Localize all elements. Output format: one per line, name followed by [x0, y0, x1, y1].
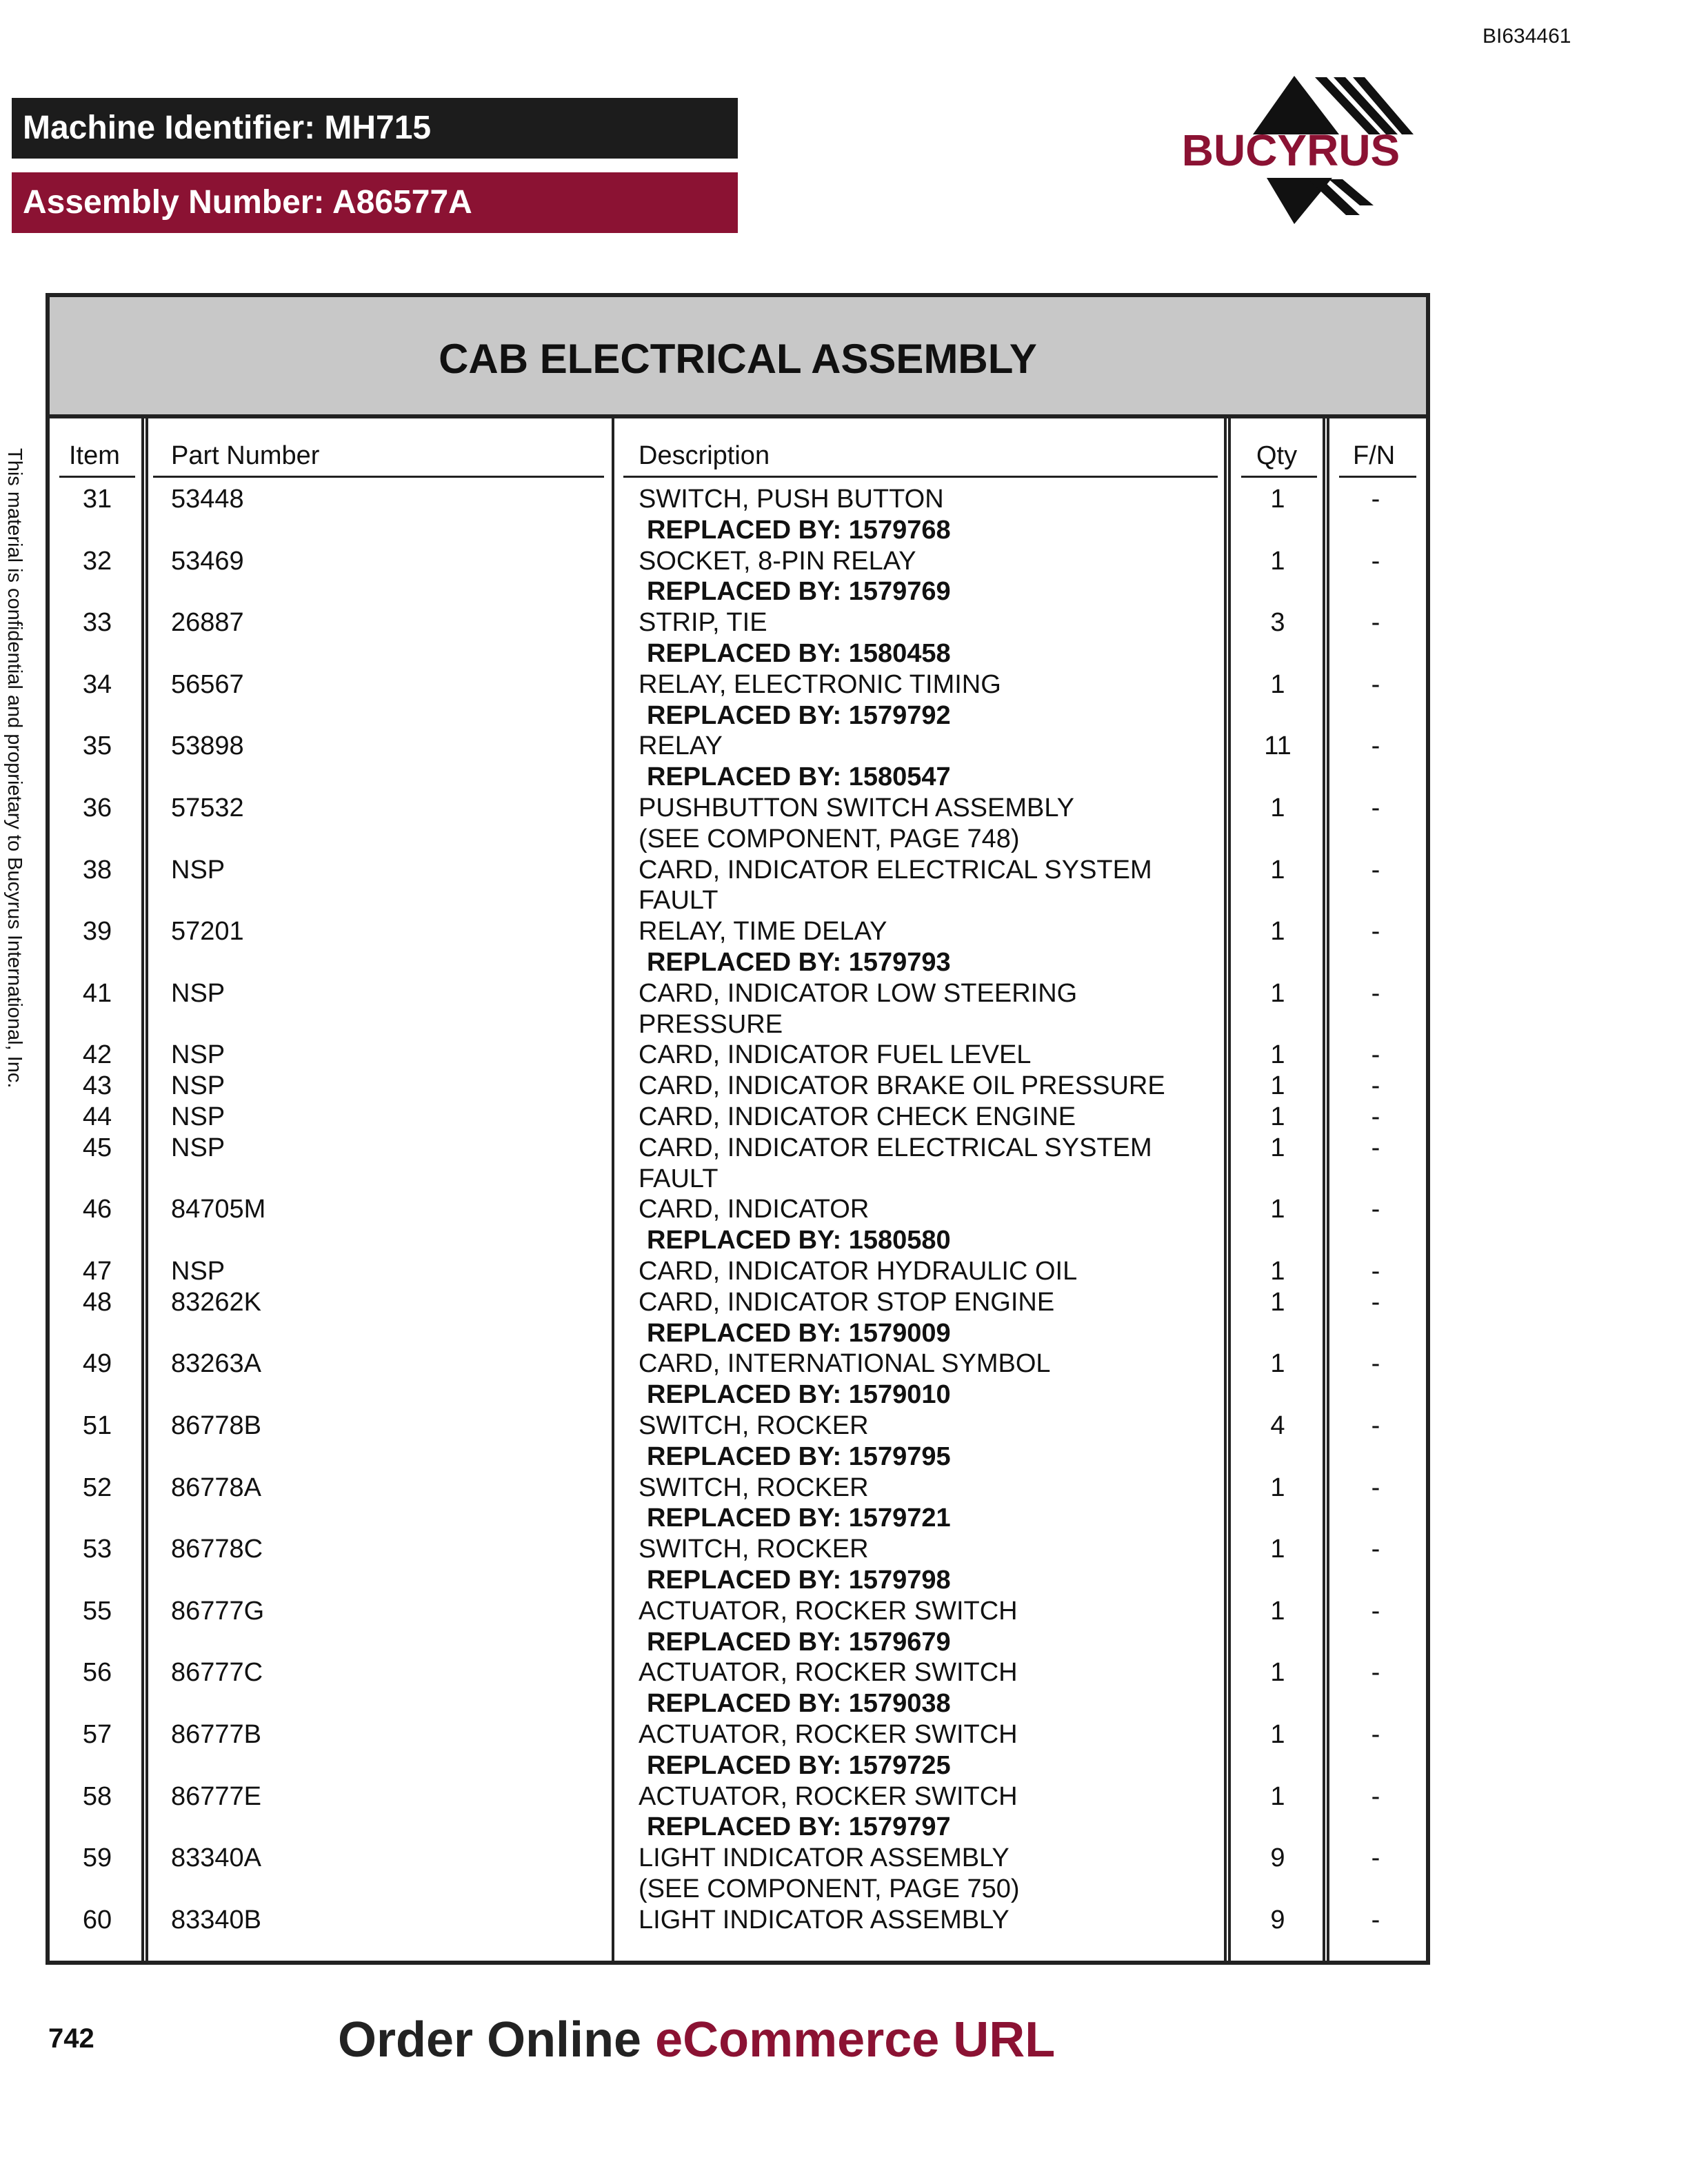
footnote: - [1371, 1257, 1380, 1286]
item-number: 56 [82, 1658, 112, 1688]
part-number: 56567 [171, 669, 244, 699]
quantity: 1 [1270, 1349, 1285, 1379]
replaced-by-note: REPLACED BY: 1579793 [647, 948, 951, 977]
replaced-by-note: REPLACED BY: 1580580 [647, 1226, 951, 1255]
item-number: 44 [82, 1102, 112, 1131]
description-line: CARD, INDICATOR STOP ENGINE [639, 1287, 1055, 1317]
description-line: PRESSURE [639, 1009, 783, 1039]
item-number: 33 [82, 608, 112, 638]
replaced-by-note: REPLACED BY: 1579768 [647, 515, 951, 545]
item-number: 34 [82, 669, 112, 699]
part-number: 53448 [171, 485, 244, 514]
description-line: CARD, INDICATOR ELECTRICAL SYSTEM [639, 855, 1152, 884]
footnote: - [1371, 1071, 1380, 1101]
item-number: 46 [82, 1195, 112, 1224]
part-number: 53469 [171, 546, 244, 576]
header-rule [623, 476, 1218, 478]
part-number: 83340B [171, 1905, 262, 1934]
quantity: 1 [1270, 1535, 1285, 1564]
footnote: - [1371, 1658, 1380, 1688]
quantity: 11 [1264, 731, 1292, 761]
part-number: 84705M [171, 1195, 266, 1224]
footnote: - [1371, 1473, 1380, 1502]
quantity: 1 [1270, 1287, 1285, 1317]
header-rule [1339, 476, 1416, 478]
column-divider [612, 417, 614, 1965]
description-line: SWITCH, ROCKER [639, 1535, 869, 1564]
quantity: 1 [1270, 1257, 1285, 1286]
header-qty: Qty [1256, 441, 1298, 470]
quantity: 3 [1270, 608, 1285, 638]
column-divider [1224, 417, 1231, 1965]
description-line: (SEE COMPONENT, PAGE 750) [639, 1874, 1020, 1903]
description-line: STRIP, TIE [639, 608, 767, 638]
description-line: ACTUATOR, ROCKER SWITCH [639, 1658, 1018, 1688]
part-number: NSP [171, 855, 225, 884]
footnote: - [1371, 1102, 1380, 1131]
replaced-by-note: REPLACED BY: 1579721 [647, 1504, 951, 1533]
replaced-by-note: REPLACED BY: 1579792 [647, 700, 951, 730]
item-number: 43 [82, 1071, 112, 1101]
replaced-by-note: REPLACED BY: 1579769 [647, 577, 951, 607]
item-number: 52 [82, 1473, 112, 1502]
part-number: 26887 [171, 608, 244, 638]
quantity: 1 [1270, 855, 1285, 884]
description-line: LIGHT INDICATOR ASSEMBLY [639, 1905, 1009, 1934]
footnote: - [1371, 917, 1380, 947]
part-number: NSP [171, 978, 225, 1008]
description-line: ACTUATOR, ROCKER SWITCH [639, 1596, 1018, 1626]
description-line: LIGHT INDICATOR ASSEMBLY [639, 1843, 1009, 1873]
footnote: - [1371, 793, 1380, 822]
header-description: Description [639, 441, 770, 470]
part-number: 57201 [171, 917, 244, 947]
replaced-by-note: REPLACED BY: 1579679 [647, 1627, 951, 1657]
footnote: - [1371, 1133, 1380, 1162]
item-number: 42 [82, 1040, 112, 1070]
quantity: 1 [1270, 1720, 1285, 1749]
description-line: CARD, INDICATOR CHECK ENGINE [639, 1102, 1076, 1131]
item-number: 51 [82, 1411, 112, 1440]
confidentiality-note: This material is confidential and proprietary to Bucyrus International, Inc. [3, 448, 26, 1089]
footnote: - [1371, 1781, 1380, 1811]
part-number: NSP [171, 1257, 225, 1286]
description-line: CARD, INTERNATIONAL SYMBOL [639, 1349, 1051, 1379]
description-line: SWITCH, PUSH BUTTON [639, 485, 944, 514]
description-line: (SEE COMPONENT, PAGE 748) [639, 824, 1020, 853]
replaced-by-note: REPLACED BY: 1579797 [647, 1812, 951, 1842]
footnote: - [1371, 855, 1380, 884]
assembly-number-banner: Assembly Number: A86577A [12, 172, 738, 233]
item-number: 39 [82, 917, 112, 947]
part-number: 86777C [171, 1658, 263, 1688]
footnote: - [1371, 608, 1380, 638]
quantity: 1 [1270, 1102, 1285, 1131]
replaced-by-note: REPLACED BY: 1579010 [647, 1380, 951, 1410]
quantity: 1 [1270, 1781, 1285, 1811]
header-rule [1241, 476, 1317, 478]
replaced-by-note: REPLACED BY: 1579725 [647, 1750, 951, 1780]
ecommerce-url-text: eCommerce URL [655, 2012, 1056, 2067]
quantity: 1 [1270, 669, 1285, 699]
footnote: - [1371, 1287, 1380, 1317]
part-number: NSP [171, 1133, 225, 1162]
quantity: 9 [1270, 1905, 1285, 1934]
description-line: CARD, INDICATOR [639, 1195, 870, 1224]
part-number: 83340A [171, 1843, 262, 1873]
bucyrus-logo [1153, 69, 1429, 241]
replaced-by-note: REPLACED BY: 1580458 [647, 639, 951, 668]
item-number: 35 [82, 731, 112, 761]
item-number: 57 [82, 1720, 112, 1749]
quantity: 1 [1270, 978, 1285, 1008]
item-number: 32 [82, 546, 112, 576]
footnote: - [1371, 1411, 1380, 1440]
replaced-by-note: REPLACED BY: 1579038 [647, 1689, 951, 1719]
quantity: 1 [1270, 485, 1285, 514]
part-number: 86778C [171, 1535, 263, 1564]
description-line: ACTUATOR, ROCKER SWITCH [639, 1781, 1018, 1811]
item-number: 59 [82, 1843, 112, 1873]
description-line: ACTUATOR, ROCKER SWITCH [639, 1720, 1018, 1749]
logo-wordmark: BUCYRUS [1181, 125, 1400, 175]
description-line: CARD, INDICATOR ELECTRICAL SYSTEM [639, 1133, 1152, 1162]
description-line: SWITCH, ROCKER [639, 1411, 869, 1440]
footnote: - [1371, 1596, 1380, 1626]
description-line: RELAY [639, 731, 723, 761]
page-number: 742 [48, 2023, 94, 2054]
column-divider [141, 417, 148, 1965]
description-line: CARD, INDICATOR LOW STEERING [639, 978, 1078, 1008]
replaced-by-note: REPLACED BY: 1580547 [647, 762, 951, 792]
column-divider [1323, 417, 1329, 1965]
order-online-text: Order Online [338, 2012, 656, 2067]
quantity: 1 [1270, 1658, 1285, 1688]
replaced-by-note: REPLACED BY: 1579795 [647, 1442, 951, 1471]
quantity: 1 [1270, 1040, 1285, 1070]
footnote: - [1371, 669, 1380, 699]
header-rule [153, 476, 604, 478]
item-number: 60 [82, 1905, 112, 1934]
part-number: NSP [171, 1102, 225, 1131]
part-number: NSP [171, 1071, 225, 1101]
quantity: 1 [1270, 546, 1285, 576]
quantity: 1 [1270, 1473, 1285, 1502]
description-line: PUSHBUTTON SWITCH ASSEMBLY [639, 793, 1075, 822]
footnote: - [1371, 1843, 1380, 1873]
footnote: - [1371, 1195, 1380, 1224]
header-item: Item [69, 441, 120, 470]
description-line: RELAY, ELECTRONIC TIMING [639, 669, 1001, 699]
part-number: 86777E [171, 1781, 262, 1811]
replaced-by-note: REPLACED BY: 1579009 [647, 1318, 951, 1348]
part-number: 86778A [171, 1473, 262, 1502]
item-number: 49 [82, 1349, 112, 1379]
footnote: - [1371, 485, 1380, 514]
item-number: 47 [82, 1257, 112, 1286]
quantity: 1 [1270, 917, 1285, 947]
description-line: CARD, INDICATOR BRAKE OIL PRESSURE [639, 1071, 1165, 1101]
item-number: 36 [82, 793, 112, 822]
item-number: 31 [82, 485, 112, 514]
part-number: 86777B [171, 1720, 262, 1749]
item-number: 38 [82, 855, 112, 884]
quantity: 1 [1270, 1596, 1285, 1626]
footnote: - [1371, 546, 1380, 576]
machine-identifier-banner: Machine Identifier: MH715 [12, 98, 738, 159]
quantity: 9 [1270, 1843, 1285, 1873]
footnote: - [1371, 1040, 1380, 1070]
item-number: 45 [82, 1133, 112, 1162]
item-number: 58 [82, 1781, 112, 1811]
quantity: 4 [1270, 1411, 1285, 1440]
quantity: 1 [1270, 1195, 1285, 1224]
item-number: 55 [82, 1596, 112, 1626]
item-number: 48 [82, 1287, 112, 1317]
footnote: - [1371, 1349, 1380, 1379]
part-number: 83263A [171, 1349, 262, 1379]
part-number: 53898 [171, 731, 244, 761]
footnote: - [1371, 1535, 1380, 1564]
footnote: - [1371, 731, 1380, 761]
order-online-link[interactable] [338, 2012, 1055, 2068]
table-title: CAB ELECTRICAL ASSEMBLY [46, 293, 1430, 418]
quantity: 1 [1270, 1071, 1285, 1101]
description-line: CARD, INDICATOR HYDRAULIC OIL [639, 1257, 1078, 1286]
part-number: NSP [171, 1040, 225, 1070]
footnote: - [1371, 978, 1380, 1008]
description-line: RELAY, TIME DELAY [639, 917, 887, 947]
header-part-number: Part Number [171, 441, 320, 470]
footnote: - [1371, 1720, 1380, 1749]
description-line: FAULT [639, 886, 719, 916]
document-id: BI634461 [1483, 25, 1571, 48]
part-number: 57532 [171, 793, 244, 822]
description-line: CARD, INDICATOR FUEL LEVEL [639, 1040, 1032, 1070]
header-rule [59, 476, 135, 478]
part-number: 83262K [171, 1287, 262, 1317]
replaced-by-note: REPLACED BY: 1579798 [647, 1566, 951, 1595]
description-line: SWITCH, ROCKER [639, 1473, 869, 1502]
part-number: 86778B [171, 1411, 262, 1440]
header-fn: F/N [1353, 441, 1396, 470]
description-line: SOCKET, 8-PIN RELAY [639, 546, 916, 576]
quantity: 1 [1270, 1133, 1285, 1162]
quantity: 1 [1270, 793, 1285, 822]
part-number: 86777G [171, 1596, 265, 1626]
footnote: - [1371, 1905, 1380, 1934]
item-number: 41 [82, 978, 112, 1008]
item-number: 53 [82, 1535, 112, 1564]
description-line: FAULT [639, 1164, 719, 1193]
